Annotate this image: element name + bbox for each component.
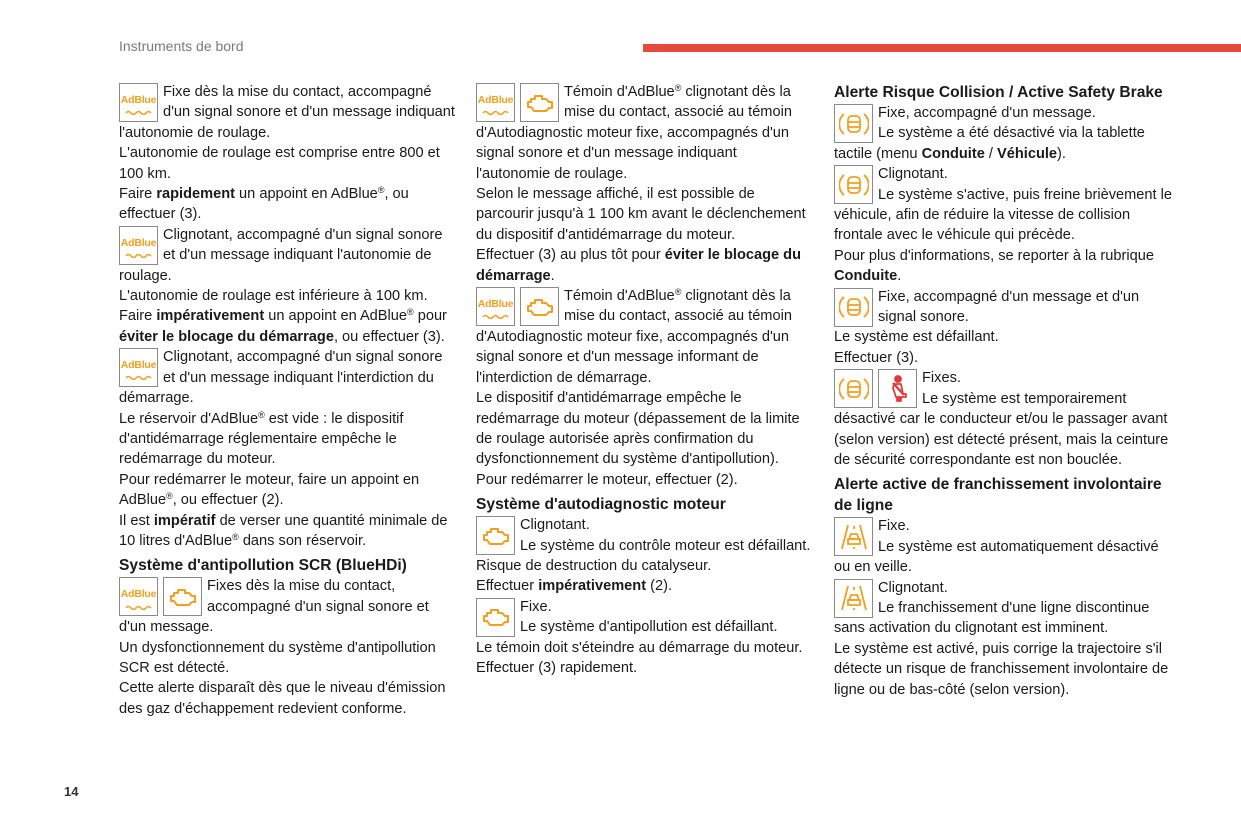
block-adblue-engine-range xyxy=(476,82,814,286)
paragraph: Le réservoir d'AdBlue® est vide : le dispositif d'antidémarrage réglementaire empêche le redémarrage du moteur. xyxy=(119,409,404,468)
paragraph: L'autonomie de roulage est comprise entre 800 et 100 km. xyxy=(119,145,440,182)
paragraph: Faire impérativement un appoint en AdBlue® pour éviter le blocage du démarrage, ou effectuer (3). xyxy=(119,307,447,345)
paragraph: Selon le message affiché, il est possible de parcourir jusqu'à 1 100 km avant le déclenchement du dispositif d'antidémarrage du moteur. xyxy=(476,186,806,243)
paragraph: Clignotant. xyxy=(878,166,948,183)
paragraph: L'autonomie de roulage est inférieure à 100 km. xyxy=(119,288,428,305)
section-heading-scr: Système d'antipollution SCR (BlueHDi) xyxy=(119,557,407,575)
collision-alert-icon xyxy=(834,369,873,408)
paragraph: Il est impératif de verser une quantité minimale de 10 litres d'AdBlue® dans son réservoir. xyxy=(119,512,448,549)
engine-icon xyxy=(520,287,559,326)
adblue-icon: AdBlue xyxy=(476,287,515,326)
block-lane-flashing xyxy=(834,578,1174,700)
lane-departure-icon xyxy=(834,579,873,618)
collision-alert-icon xyxy=(834,165,873,204)
block-collision-disabled xyxy=(834,103,1174,164)
paragraph: Clignotant. xyxy=(520,517,590,534)
block-adblue-fixed xyxy=(119,82,455,225)
block-adblue-flashing-start xyxy=(119,347,455,551)
paragraph: Pour redémarrer le moteur, faire un appoint en AdBlue®, ou effectuer (2). xyxy=(119,471,420,509)
paragraph: Faire rapidement un appoint en AdBlue®, ou effectuer (3). xyxy=(119,185,409,223)
paragraph: Fixe, accompagné d'un message et d'un signal sonore. xyxy=(878,288,1140,326)
paragraph: Effectuer impérativement (2). xyxy=(476,578,673,595)
paragraph: Le système d'antipollution est défaillant. xyxy=(520,619,778,636)
column-1 xyxy=(119,82,455,719)
paragraph: Le dispositif d'antidémarrage empêche le redémarrage du moteur (dépassement de la limite de roulage autorisée après confirmation du dysfonctionnement du système d'antipollution). xyxy=(476,390,800,468)
block-collision-fault xyxy=(834,287,1174,369)
block-adblue-engine-start xyxy=(476,286,814,490)
paragraph: Le système est automatiquement désactivé ou en veille. xyxy=(834,538,1159,576)
header-accent-bar xyxy=(643,44,1241,52)
adblue-icon: AdBlue xyxy=(119,83,158,122)
section-heading-lane: Alerte active de franchissement involontaire de ligne xyxy=(834,476,1162,515)
paragraph: Effectuer (3). xyxy=(834,349,919,366)
seatbelt-icon xyxy=(878,369,917,408)
engine-icon xyxy=(520,83,559,122)
paragraph: Risque de destruction du catalyseur. xyxy=(476,557,712,574)
adblue-icon: AdBlue xyxy=(119,577,158,616)
paragraph: Cette alerte disparaît dès que le niveau d'émission des gaz d'échappement redevient conforme. xyxy=(119,680,446,717)
paragraph: Le système est défaillant. xyxy=(834,329,999,346)
paragraph: Fixes dès la mise du contact, accompagné d'un signal sonore et d'un message. xyxy=(119,578,429,636)
paragraph: Clignotant. xyxy=(878,579,948,596)
paragraph: Fixes. xyxy=(922,370,961,387)
adblue-icon: AdBlue xyxy=(476,83,515,122)
paragraph: Clignotant, accompagné d'un signal sonore et d'un message indiquant l'autonomie de roulage. xyxy=(119,226,443,284)
paragraph: Le franchissement d'une ligne discontinue sans activation du clignotant est imminent. xyxy=(834,599,1150,637)
paragraph: Le système s'active, puis freine brièvement le véhicule, afin de réduire la vitesse de collision frontale avec le véhicule qui précède. xyxy=(834,186,1172,244)
paragraph: Fixe dès la mise du contact, accompagné d'un signal sonore et d'un message indiquant l'autonomie de roulage. xyxy=(119,84,455,141)
engine-icon xyxy=(476,516,515,555)
header-title: Instruments de bord xyxy=(119,38,244,54)
block-adblue-flashing-range xyxy=(119,225,455,347)
paragraph: Fixe. xyxy=(878,518,910,535)
page-number: 14 xyxy=(64,784,79,799)
section-heading-diagnostic: Système d'autodiagnostic moteur xyxy=(476,496,726,514)
paragraph: Le système du contrôle moteur est défaillant. xyxy=(520,537,811,554)
paragraph: Fixe, accompagné d'un message. xyxy=(878,105,1096,121)
paragraph: Témoin d'AdBlue® clignotant dès la mise du contact, associé au témoin d'Autodiagnostic moteur fixe, accompagnés d'un signal sonore et d'un message informant de l'interdiction de démarrage. xyxy=(476,287,792,386)
block-engine-flashing xyxy=(476,515,814,597)
adblue-icon: AdBlue xyxy=(119,226,158,265)
collision-alert-icon xyxy=(834,104,873,143)
paragraph: Le système a été désactivé via la tablette tactile (menu Conduite / Véhicule). xyxy=(834,125,1145,162)
paragraph: Le système est activé, puis corrige la trajectoire s'il détecte un risque de franchissement involontaire de ligne ou de bas-côté (selon version). xyxy=(834,640,1169,698)
adblue-icon: AdBlue xyxy=(119,348,158,387)
lane-departure-icon xyxy=(834,517,873,556)
paragraph: Effectuer (3) rapidement. xyxy=(476,659,638,676)
block-scr xyxy=(119,576,455,719)
paragraph: Fixe. xyxy=(520,598,552,615)
paragraph: Le témoin doit s'éteindre au démarrage du moteur. xyxy=(476,639,803,656)
block-collision-active xyxy=(834,164,1174,286)
column-2 xyxy=(476,82,814,678)
engine-icon xyxy=(476,598,515,637)
paragraph: Un dysfonctionnement du système d'antipollution SCR est détecté. xyxy=(119,639,436,676)
paragraph: Effectuer (3) au plus tôt pour éviter le blocage du démarrage. xyxy=(476,247,802,284)
paragraph: Pour redémarrer le moteur, effectuer (2). xyxy=(476,471,738,488)
column-3 xyxy=(834,82,1174,700)
block-engine-fixed xyxy=(476,597,814,679)
paragraph: Clignotant, accompagné d'un signal sonore et d'un message indiquant l'interdiction du démarrage. xyxy=(119,349,443,407)
engine-icon xyxy=(163,577,202,616)
section-heading-collision: Alerte Risque Collision / Active Safety Brake xyxy=(834,84,1163,101)
paragraph: Pour plus d'informations, se reporter à la rubrique Conduite. xyxy=(834,247,1154,285)
paragraph: Le système est temporairement désactivé car le conducteur et/ou le passager avant (selon version) est détecté présent, mais la ceinture de sécurité correspondante est non bouclée. xyxy=(834,390,1169,468)
block-lane-fixed xyxy=(834,516,1174,577)
block-collision-seatbelt xyxy=(834,368,1174,470)
collision-alert-icon xyxy=(834,288,873,327)
paragraph: Témoin d'AdBlue® clignotant dès la mise du contact, associé au témoin d'Autodiagnostic moteur fixe, accompagnés d'un signal sonore et d'un message indiquant l'autonomie de roulage. xyxy=(476,83,792,182)
